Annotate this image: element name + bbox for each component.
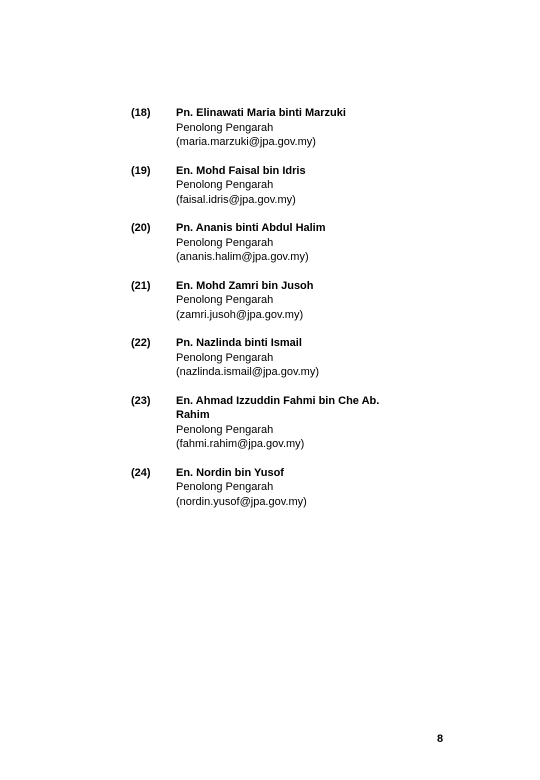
staff-name: Pn. Elinawati Maria binti Marzuki xyxy=(176,107,346,119)
staff-position: Penolong Pengarah xyxy=(176,351,274,364)
staff-entry xyxy=(131,466,391,510)
entry-details xyxy=(176,164,391,208)
staff-name: Pn. Ananis binti Abdul Halim xyxy=(176,222,326,234)
entry-number: (18) xyxy=(131,107,151,119)
page-number: 8 xyxy=(437,733,444,745)
entry-details xyxy=(176,106,391,150)
staff-entry xyxy=(131,394,391,452)
staff-entry xyxy=(131,106,391,150)
staff-position: Penolong Pengarah xyxy=(176,481,274,493)
entry-number: (19) xyxy=(131,164,151,177)
staff-email: (nordin.yusof@jpa.gov.my) xyxy=(176,495,307,508)
staff-entry xyxy=(131,279,391,323)
staff-email: (ananis.halim@jpa.gov.my) xyxy=(176,251,309,263)
staff-email: (nazlinda.ismail@jpa.gov.my) xyxy=(176,366,320,378)
staff-position: Penolong Pengarah xyxy=(176,423,274,436)
staff-name: En. Ahmad Izzuddin Fahmi bin Che Ab. Rahim xyxy=(176,394,380,421)
entry-details xyxy=(176,279,391,323)
entry-number: (21) xyxy=(131,279,151,292)
staff-email: (maria.marzuki@jpa.gov.my) xyxy=(176,136,316,148)
entry-details xyxy=(176,336,391,380)
staff-entry xyxy=(131,164,391,208)
staff-email: (faisal.idris@jpa.gov.my) xyxy=(176,193,296,206)
entry-number: (20) xyxy=(131,222,151,234)
staff-name: En. Nordin bin Yusof xyxy=(176,466,284,479)
entry-details xyxy=(176,466,391,510)
staff-list xyxy=(131,106,391,509)
staff-position: Penolong Pengarah xyxy=(176,179,274,191)
staff-position: Penolong Pengarah xyxy=(176,294,274,306)
staff-name: Pn. Nazlinda binti Ismail xyxy=(176,337,302,349)
entry-number: (24) xyxy=(131,466,151,479)
staff-email: (fahmi.rahim@jpa.gov.my) xyxy=(176,438,305,450)
entry-details xyxy=(176,221,391,265)
staff-position: Penolong Pengarah xyxy=(176,236,274,249)
staff-position: Penolong Pengarah xyxy=(176,121,274,134)
entry-number: (23) xyxy=(131,394,151,407)
staff-entry xyxy=(131,336,391,380)
staff-entry xyxy=(131,221,391,265)
entry-number: (22) xyxy=(131,337,151,349)
staff-name: En. Mohd Zamri bin Jusoh xyxy=(176,279,314,292)
staff-name: En. Mohd Faisal bin Idris xyxy=(176,164,306,177)
entry-details xyxy=(176,394,391,452)
staff-email: (zamri.jusoh@jpa.gov.my) xyxy=(176,308,304,321)
